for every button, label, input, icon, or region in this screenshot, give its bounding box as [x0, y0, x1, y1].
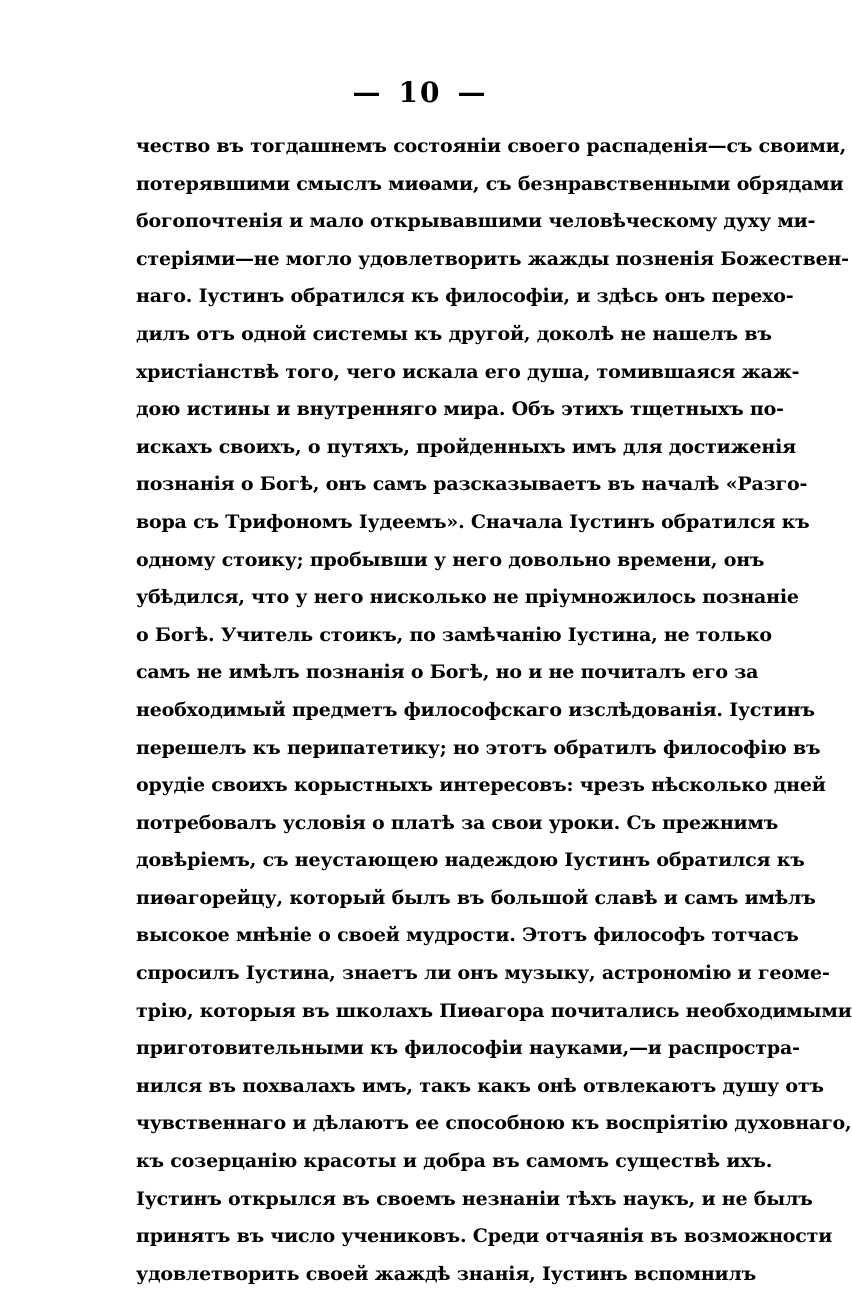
- body-text: [136, 128, 852, 1293]
- text-line: къ созерцанiю красоты и добра въ самомъ существѣ ихъ.: [136, 1150, 773, 1173]
- text-line: убѣдился, что у него нисколько не прiумножилось познанiе: [136, 586, 799, 609]
- text-line: искахъ своихъ, о путяхъ, пройденныхъ имъ для достиженiя: [136, 435, 796, 458]
- text-line: перешелъ къ перипатетику; но этотъ обратилъ философiю въ: [136, 736, 821, 759]
- text-line: трiю, которыя въ школахъ Пиѳагора почитались необходимыми: [136, 999, 852, 1022]
- text-line: удовлетворить своей жаждѣ знанiя, Iустинъ вспомнилъ: [136, 1262, 756, 1285]
- text-line: дою истины и внутренняго мира. Объ этихъ тщетныхъ по-: [136, 398, 784, 421]
- text-line: самъ не имѣлъ познанiя о Богѣ, но и не почиталъ его за: [136, 661, 759, 684]
- header-dash-right: —: [457, 76, 488, 109]
- text-line: о Богѣ. Учитель стоикъ, по замѣчанiю Iустина, не только: [136, 623, 772, 646]
- text-line: нился въ похвалахъ имъ, такъ какъ онѣ отвлекаютъ душу отъ: [136, 1074, 824, 1097]
- text-line: Iустинъ открылся въ своемъ незнанiи тѣхъ наукъ, и не былъ: [136, 1187, 813, 1210]
- text-line: одному стоику; пробывши у него довольно времени, онъ: [136, 548, 765, 571]
- text-line: христiанствѣ того, чего искала его душа, томившаяся жаж-: [136, 360, 800, 383]
- text-line: чество въ тогдашнемъ состоянiи своего распаденiя—съ своими,: [136, 135, 846, 157]
- header-dash-left: —: [352, 76, 383, 109]
- text-line: приготовительными къ философiи науками,—и распростра-: [136, 1037, 800, 1060]
- text-line: вора съ Трифономъ Iудеемъ». Сначала Iустинъ обратился къ: [136, 510, 810, 533]
- text-line: принятъ въ число учениковъ. Среди отчаянiя въ возможности: [136, 1225, 833, 1248]
- text-line: необходимый предметъ философскаго изслѣдованiя. Iустинъ: [136, 698, 815, 721]
- text-line: спросилъ Iустина, знаетъ ли онъ музыку, астрономiю и геоме-: [136, 962, 830, 985]
- text-line: потерявшими смыслъ миѳами, съ безнравственными обрядами: [136, 172, 844, 195]
- text-line: орудiе своихъ корыстныхъ интересовъ: чрезъ нѣсколько дней: [136, 774, 826, 797]
- text-line: высокое мнѣнiе о своей мудрости. Этотъ философъ тотчасъ: [136, 924, 799, 947]
- text-line: довѣрiемъ, съ неустающею надеждою Iустинъ обратился къ: [136, 849, 805, 872]
- text-line: дилъ отъ одной системы къ другой, доколѣ не нашелъ въ: [136, 322, 772, 345]
- text-line: пиѳагорейцу, который былъ въ большой славѣ и самъ имѣлъ: [136, 886, 816, 909]
- text-line: познанiя о Богѣ, онъ самъ разсказываетъ въ началѣ «Разго-: [136, 473, 808, 496]
- text-line: чувственнаго и дѣлаютъ ее способною къ воспрiятiю духовнаго,: [136, 1112, 852, 1135]
- text-line: богопочтенiя и мало открывавшими человѣческому духу ми-: [136, 210, 816, 233]
- page-number: 10: [398, 76, 442, 109]
- page-number-header: [0, 76, 840, 109]
- text-line: наго. Iустинъ обратился къ философiи, и здѣсь онъ перехо-: [136, 285, 794, 308]
- text-line: потребовалъ условiя о платѣ за свои уроки. Съ прежнимъ: [136, 811, 779, 834]
- text-line: стерiями—не могло удовлетворить жажды позненiя Божествен-: [136, 247, 849, 270]
